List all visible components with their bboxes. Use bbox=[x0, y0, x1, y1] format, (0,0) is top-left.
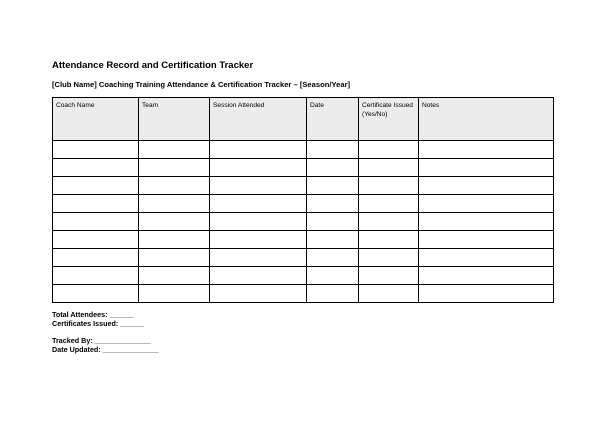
document-subtitle: [Club Name] Coaching Training Attendance & Certification Tracker – [Season/Year] bbox=[52, 80, 351, 89]
table-cell bbox=[210, 177, 307, 195]
table-cell bbox=[53, 267, 139, 285]
table-row bbox=[53, 249, 554, 267]
table-cell bbox=[419, 249, 554, 267]
table-cell bbox=[359, 159, 419, 177]
column-header-team: Team bbox=[139, 98, 210, 141]
column-header-session-attended: Session Attended bbox=[210, 98, 307, 141]
table-cell bbox=[359, 195, 419, 213]
table-cell bbox=[53, 159, 139, 177]
table-cell bbox=[419, 285, 554, 303]
table-cell bbox=[53, 249, 139, 267]
table-cell bbox=[359, 249, 419, 267]
total-attendees: Total Attendees: ______ bbox=[52, 310, 134, 319]
table-cell bbox=[53, 231, 139, 249]
table-cell bbox=[307, 159, 359, 177]
date-updated: Date Updated: ______________ bbox=[52, 345, 159, 354]
table-cell bbox=[419, 231, 554, 249]
table-cell bbox=[359, 213, 419, 231]
table-row bbox=[53, 267, 554, 285]
column-header-date: Date bbox=[307, 98, 359, 141]
table-cell bbox=[419, 195, 554, 213]
table-cell bbox=[307, 267, 359, 285]
tracker-table bbox=[52, 97, 554, 303]
table-cell bbox=[307, 249, 359, 267]
table-row bbox=[53, 231, 554, 249]
table-cell bbox=[307, 231, 359, 249]
table-header-row bbox=[53, 98, 554, 141]
table-cell bbox=[307, 195, 359, 213]
table-cell bbox=[419, 213, 554, 231]
table-cell bbox=[419, 177, 554, 195]
table-cell bbox=[359, 285, 419, 303]
table-cell bbox=[359, 231, 419, 249]
table-cell bbox=[419, 267, 554, 285]
tracked-by: Tracked By: ______________ bbox=[52, 336, 151, 345]
table-cell bbox=[307, 285, 359, 303]
table-cell bbox=[210, 267, 307, 285]
table-cell bbox=[210, 249, 307, 267]
table-cell bbox=[210, 159, 307, 177]
table-cell bbox=[53, 177, 139, 195]
table-cell bbox=[210, 285, 307, 303]
table-cell bbox=[307, 213, 359, 231]
table-cell bbox=[359, 177, 419, 195]
document-title: Attendance Record and Certification Tracker bbox=[52, 60, 254, 71]
table-cell bbox=[139, 231, 210, 249]
table-cell bbox=[139, 213, 210, 231]
table-cell bbox=[139, 177, 210, 195]
table-row bbox=[53, 213, 554, 231]
column-header-coach-name: Coach Name bbox=[53, 98, 139, 141]
table-cell bbox=[419, 141, 554, 159]
certificates-issued: Certificates Issued: ______ bbox=[52, 319, 145, 328]
table-row bbox=[53, 141, 554, 159]
table-row bbox=[53, 285, 554, 303]
table-cell bbox=[359, 141, 419, 159]
table-row bbox=[53, 159, 554, 177]
table-cell bbox=[139, 267, 210, 285]
table-cell bbox=[210, 213, 307, 231]
table-cell bbox=[53, 141, 139, 159]
table-cell bbox=[210, 231, 307, 249]
table-cell bbox=[53, 195, 139, 213]
table-cell bbox=[419, 159, 554, 177]
table-cell bbox=[307, 141, 359, 159]
column-header-certificate-issued: Certificate Issued (Yes/No) bbox=[359, 98, 419, 141]
table-cell bbox=[139, 195, 210, 213]
table-cell bbox=[210, 195, 307, 213]
table-cell bbox=[359, 267, 419, 285]
table-cell bbox=[53, 285, 139, 303]
table-cell bbox=[139, 285, 210, 303]
table-row bbox=[53, 177, 554, 195]
table-cell bbox=[139, 141, 210, 159]
table-cell bbox=[53, 213, 139, 231]
table-cell bbox=[307, 177, 359, 195]
table-row bbox=[53, 195, 554, 213]
table-cell bbox=[210, 141, 307, 159]
table-body bbox=[53, 141, 554, 303]
column-header-notes: Notes bbox=[419, 98, 554, 141]
table-cell bbox=[139, 159, 210, 177]
table-cell bbox=[139, 249, 210, 267]
